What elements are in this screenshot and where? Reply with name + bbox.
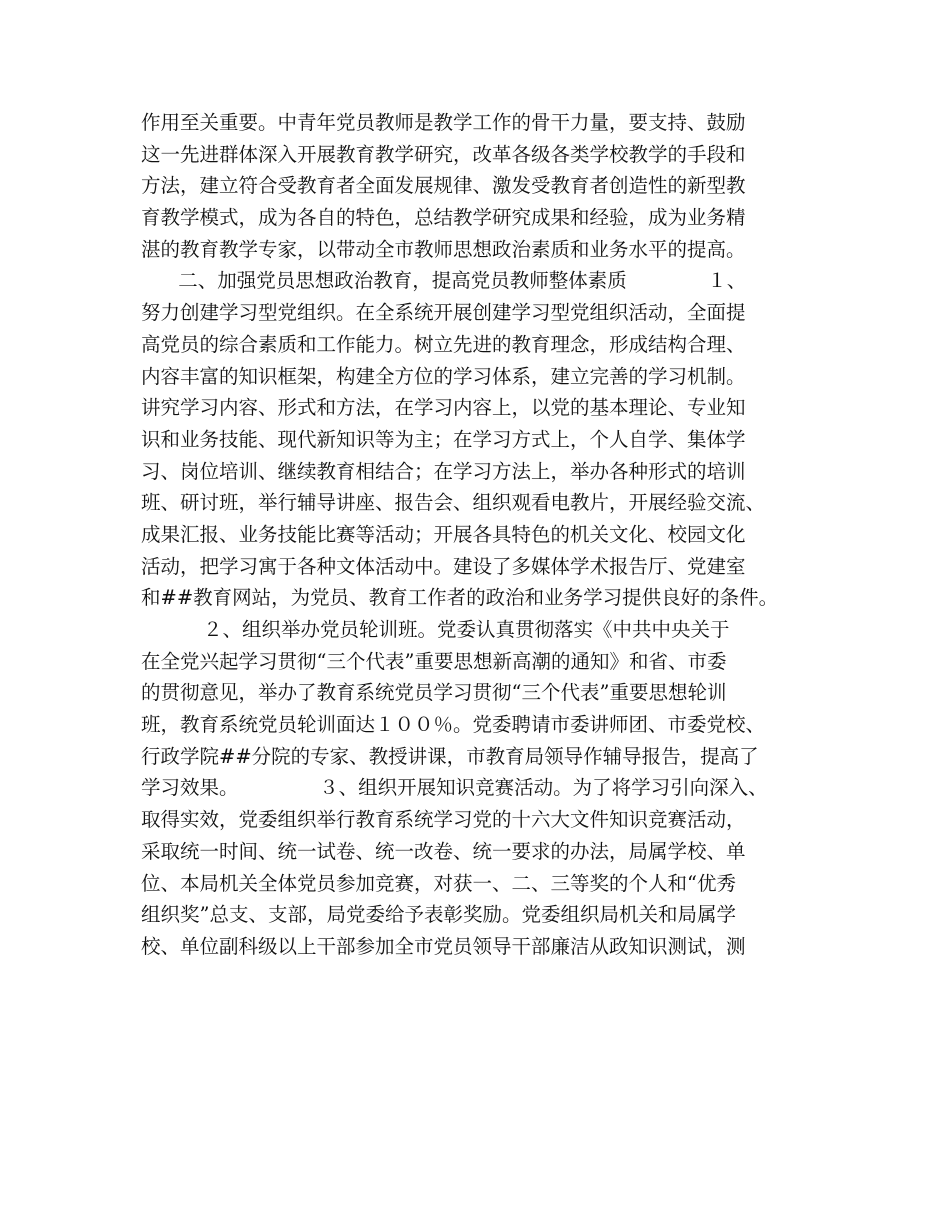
text-line: 方法，建立符合受教育者全面发展规律、激发受教育者创造性的新型教 (141, 174, 746, 198)
text-line: 湛的教育教学专家，以带动全市教师思想政治素质和业务水平的提高。 (141, 237, 746, 261)
text-line: 行政学院##分院的专家、教授讲课，市教育局领导作辅导报告，提高了 (141, 744, 759, 768)
text-line: 识和业务技能、现代新知识等为主；在学习方式上，个人自学、集体学 (141, 427, 746, 451)
text-line: 取得实效，党委组织举行教育系统学习党的十六大文件知识竞赛活动， (141, 808, 746, 832)
text-line: 班，教育系统党员轮训面达１００％。党委聘请市委讲师团、市委党校、 (141, 713, 766, 737)
text-line: 校、单位副科级以上干部参加全市党员领导干部廉洁从政知识测试，测 (141, 934, 746, 958)
text-line: 努力创建学习型党组织。在全系统开展创建学习型党组织活动，全面提 (141, 301, 746, 325)
text-line: 和##教育网站，为党员、教育工作者的政治和业务学习提供良好的条件。 (141, 586, 779, 610)
text-line: ２、组织举办党员轮训班。党委认真贯彻落实《中共中央关于 (141, 618, 730, 641)
text-line: 作用至关重要。中青年党员教师是教学工作的骨干力量，要支持、鼓励 (141, 111, 746, 134)
text-line: 在全党兴起学习贯彻“三个代表”重要思想新高潮的通知》和省、市委 (141, 649, 727, 673)
text-line: 习、岗位培训、继续教育相结合；在学习方法上，举办各种形式的培训 (141, 459, 746, 483)
text-line: 高党员的综合素质和工作能力。树立先进的教育理念，形成结构合理、 (141, 332, 746, 356)
text-line: 活动，把学习寓于各种文体活动中。建设了多媒体学术报告厅、党建室 (141, 554, 746, 578)
body-text (141, 107, 841, 963)
text-line: 成果汇报、业务技能比赛等活动；开展各具特色的机关文化、校园文化 (141, 522, 746, 546)
section-heading-line: 二、加强党员思想政治教育，提高党员教师整体素质 １、 (141, 269, 747, 293)
text-line: 讲究学习内容、形式和方法，在学习内容上，以党的基本理论、专业知 (141, 396, 746, 420)
text-line: 组织奖”总支、支部，局党委给予表彰奖励。党委组织局机关和局属学 (141, 903, 736, 927)
text-line: 采取统一时间、统一试卷、统一改卷、统一要求的办法，局属学校、单 (141, 839, 746, 863)
text-line: 班、研讨班，举行辅导讲座、报告会、组织观看电教片，开展经验交流、 (141, 491, 766, 515)
text-line: 位、本局机关全体党员参加竞赛，对获一、二、三等奖的个人和“优秀 (141, 871, 736, 895)
text-line: 内容丰富的知识框架，构建全方位的学习体系，建立完善的学习机制。 (141, 364, 746, 388)
text-line: 育教学模式，成为各自的特色，总结教学研究成果和经验，成为业务精 (141, 206, 746, 230)
text-line: 这一先进群体深入开展教育教学研究，改革各级各类学校教学的手段和 (141, 142, 746, 166)
text-line: 的贯彻意见，举办了教育系统党员学习贯彻“三个代表”重要思想轮训 (141, 681, 727, 705)
text-line: 学习效果。 ３、组织开展知识竞赛活动。为了将学习引向深入、 (141, 776, 768, 800)
